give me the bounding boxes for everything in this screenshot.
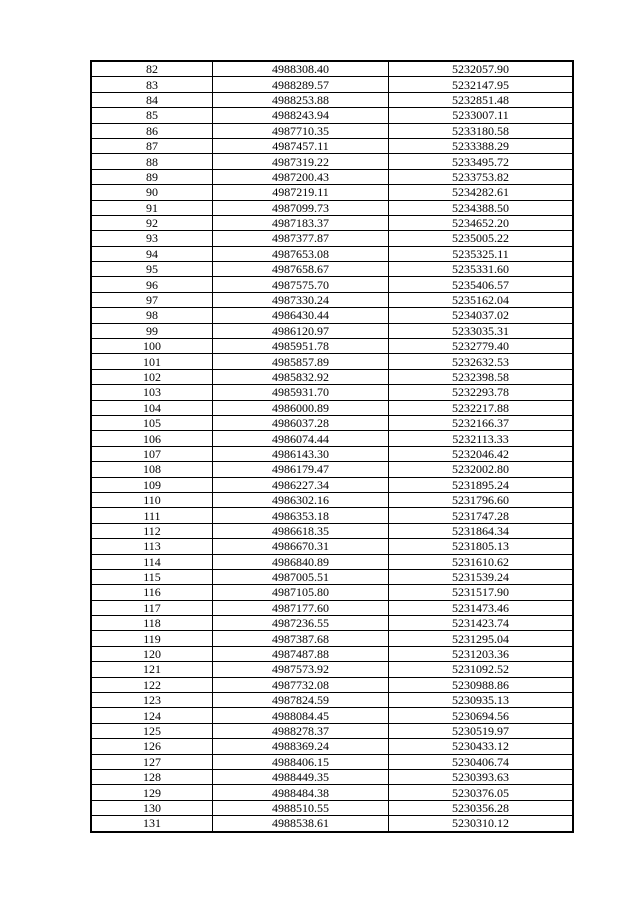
y-coordinate-cell: 5232632.53 xyxy=(389,354,574,369)
y-coordinate-cell: 5232002.80 xyxy=(389,462,574,477)
x-coordinate-cell: 4987330.24 xyxy=(213,292,389,307)
y-coordinate-cell: 5232166.37 xyxy=(389,415,574,430)
x-coordinate-cell: 4988484.38 xyxy=(213,785,389,800)
table-row xyxy=(91,400,573,415)
x-coordinate-cell: 4986074.44 xyxy=(213,431,389,446)
y-coordinate-cell: 5230988.86 xyxy=(389,677,574,692)
table-row xyxy=(91,354,573,369)
y-coordinate-cell: 5231796.60 xyxy=(389,492,574,507)
table-row xyxy=(91,215,573,230)
point-number-cell: 107 xyxy=(91,446,213,461)
y-coordinate-cell: 5234037.02 xyxy=(389,308,574,323)
x-coordinate-cell: 4988369.24 xyxy=(213,739,389,754)
table-row xyxy=(91,708,573,723)
table-row xyxy=(91,569,573,584)
x-coordinate-cell: 4985931.70 xyxy=(213,385,389,400)
point-number-cell: 94 xyxy=(91,246,213,261)
point-number-cell: 130 xyxy=(91,800,213,815)
x-coordinate-cell: 4988243.94 xyxy=(213,108,389,123)
x-coordinate-cell: 4986618.35 xyxy=(213,523,389,538)
y-coordinate-cell: 5232046.42 xyxy=(389,446,574,461)
x-coordinate-cell: 4987236.55 xyxy=(213,616,389,631)
x-coordinate-cell: 4987653.08 xyxy=(213,246,389,261)
table-row xyxy=(91,723,573,738)
y-coordinate-cell: 5233180.58 xyxy=(389,123,574,138)
point-number-cell: 122 xyxy=(91,677,213,692)
y-coordinate-cell: 5233495.72 xyxy=(389,154,574,169)
table-row xyxy=(91,200,573,215)
x-coordinate-cell: 4988253.88 xyxy=(213,92,389,107)
x-coordinate-cell: 4988406.15 xyxy=(213,754,389,769)
point-number-cell: 120 xyxy=(91,646,213,661)
point-number-cell: 115 xyxy=(91,569,213,584)
table-row xyxy=(91,446,573,461)
table-row xyxy=(91,662,573,677)
x-coordinate-cell: 4986000.89 xyxy=(213,400,389,415)
point-number-cell: 100 xyxy=(91,339,213,354)
table-row xyxy=(91,108,573,123)
y-coordinate-cell: 5234652.20 xyxy=(389,215,574,230)
y-coordinate-cell: 5232147.95 xyxy=(389,77,574,92)
table-row xyxy=(91,677,573,692)
point-number-cell: 131 xyxy=(91,816,213,832)
point-number-cell: 93 xyxy=(91,231,213,246)
point-number-cell: 101 xyxy=(91,354,213,369)
y-coordinate-cell: 5232779.40 xyxy=(389,339,574,354)
x-coordinate-cell: 4988084.45 xyxy=(213,708,389,723)
point-number-cell: 105 xyxy=(91,415,213,430)
table-row xyxy=(91,646,573,661)
y-coordinate-cell: 5232057.90 xyxy=(389,61,574,77)
x-coordinate-cell: 4987319.22 xyxy=(213,154,389,169)
table-row xyxy=(91,415,573,430)
y-coordinate-cell: 5231864.34 xyxy=(389,523,574,538)
x-coordinate-cell: 4986353.18 xyxy=(213,508,389,523)
y-coordinate-cell: 5235406.57 xyxy=(389,277,574,292)
x-coordinate-cell: 4987099.73 xyxy=(213,200,389,215)
y-coordinate-cell: 5230519.97 xyxy=(389,723,574,738)
point-number-cell: 98 xyxy=(91,308,213,323)
table-row xyxy=(91,431,573,446)
x-coordinate-cell: 4985951.78 xyxy=(213,339,389,354)
point-number-cell: 97 xyxy=(91,292,213,307)
x-coordinate-cell: 4987732.08 xyxy=(213,677,389,692)
table-row xyxy=(91,231,573,246)
y-coordinate-cell: 5235005.22 xyxy=(389,231,574,246)
table-row xyxy=(91,369,573,384)
y-coordinate-cell: 5230694.56 xyxy=(389,708,574,723)
x-coordinate-cell: 4986120.97 xyxy=(213,323,389,338)
table-row xyxy=(91,477,573,492)
point-number-cell: 125 xyxy=(91,723,213,738)
y-coordinate-cell: 5231610.62 xyxy=(389,554,574,569)
table-row xyxy=(91,816,573,832)
coordinates-table-body xyxy=(91,61,573,832)
point-number-cell: 85 xyxy=(91,108,213,123)
y-coordinate-cell: 5235162.04 xyxy=(389,292,574,307)
x-coordinate-cell: 4988538.61 xyxy=(213,816,389,832)
y-coordinate-cell: 5231295.04 xyxy=(389,631,574,646)
x-coordinate-cell: 4986037.28 xyxy=(213,415,389,430)
table-row xyxy=(91,492,573,507)
point-number-cell: 86 xyxy=(91,123,213,138)
table-row xyxy=(91,585,573,600)
table-row xyxy=(91,693,573,708)
y-coordinate-cell: 5233035.31 xyxy=(389,323,574,338)
table-row xyxy=(91,385,573,400)
x-coordinate-cell: 4988278.37 xyxy=(213,723,389,738)
y-coordinate-cell: 5233753.82 xyxy=(389,169,574,184)
table-row xyxy=(91,539,573,554)
y-coordinate-cell: 5232293.78 xyxy=(389,385,574,400)
point-number-cell: 109 xyxy=(91,477,213,492)
table-row xyxy=(91,138,573,153)
x-coordinate-cell: 4987005.51 xyxy=(213,569,389,584)
x-coordinate-cell: 4987575.70 xyxy=(213,277,389,292)
x-coordinate-cell: 4987219.11 xyxy=(213,185,389,200)
y-coordinate-cell: 5234388.50 xyxy=(389,200,574,215)
point-number-cell: 114 xyxy=(91,554,213,569)
table-row xyxy=(91,523,573,538)
x-coordinate-cell: 4986143.30 xyxy=(213,446,389,461)
point-number-cell: 113 xyxy=(91,539,213,554)
point-number-cell: 104 xyxy=(91,400,213,415)
x-coordinate-cell: 4988289.57 xyxy=(213,77,389,92)
point-number-cell: 108 xyxy=(91,462,213,477)
point-number-cell: 89 xyxy=(91,169,213,184)
point-number-cell: 82 xyxy=(91,61,213,77)
y-coordinate-cell: 5230376.05 xyxy=(389,785,574,800)
x-coordinate-cell: 4987710.35 xyxy=(213,123,389,138)
point-number-cell: 117 xyxy=(91,600,213,615)
y-coordinate-cell: 5230393.63 xyxy=(389,769,574,784)
y-coordinate-cell: 5232113.33 xyxy=(389,431,574,446)
table-row xyxy=(91,616,573,631)
point-number-cell: 96 xyxy=(91,277,213,292)
point-number-cell: 127 xyxy=(91,754,213,769)
point-number-cell: 99 xyxy=(91,323,213,338)
point-number-cell: 91 xyxy=(91,200,213,215)
x-coordinate-cell: 4986227.34 xyxy=(213,477,389,492)
point-number-cell: 92 xyxy=(91,215,213,230)
coordinates-table xyxy=(90,60,574,833)
table-row xyxy=(91,169,573,184)
table-row xyxy=(91,246,573,261)
point-number-cell: 121 xyxy=(91,662,213,677)
y-coordinate-cell: 5231517.90 xyxy=(389,585,574,600)
x-coordinate-cell: 4985857.89 xyxy=(213,354,389,369)
point-number-cell: 87 xyxy=(91,138,213,153)
x-coordinate-cell: 4987824.59 xyxy=(213,693,389,708)
x-coordinate-cell: 4986430.44 xyxy=(213,308,389,323)
y-coordinate-cell: 5234282.61 xyxy=(389,185,574,200)
table-row xyxy=(91,600,573,615)
table-row xyxy=(91,339,573,354)
point-number-cell: 110 xyxy=(91,492,213,507)
x-coordinate-cell: 4987457.11 xyxy=(213,138,389,153)
x-coordinate-cell: 4986670.31 xyxy=(213,539,389,554)
x-coordinate-cell: 4988510.55 xyxy=(213,800,389,815)
table-row xyxy=(91,631,573,646)
x-coordinate-cell: 4985832.92 xyxy=(213,369,389,384)
point-number-cell: 83 xyxy=(91,77,213,92)
point-number-cell: 102 xyxy=(91,369,213,384)
table-row xyxy=(91,323,573,338)
table-row xyxy=(91,769,573,784)
y-coordinate-cell: 5231805.13 xyxy=(389,539,574,554)
y-coordinate-cell: 5231895.24 xyxy=(389,477,574,492)
y-coordinate-cell: 5231747.28 xyxy=(389,508,574,523)
y-coordinate-cell: 5231539.24 xyxy=(389,569,574,584)
x-coordinate-cell: 4987183.37 xyxy=(213,215,389,230)
point-number-cell: 88 xyxy=(91,154,213,169)
table-row xyxy=(91,554,573,569)
table-row xyxy=(91,508,573,523)
point-number-cell: 106 xyxy=(91,431,213,446)
x-coordinate-cell: 4987387.68 xyxy=(213,631,389,646)
x-coordinate-cell: 4986302.16 xyxy=(213,492,389,507)
table-row xyxy=(91,462,573,477)
table-row xyxy=(91,262,573,277)
y-coordinate-cell: 5231203.36 xyxy=(389,646,574,661)
y-coordinate-cell: 5231092.52 xyxy=(389,662,574,677)
y-coordinate-cell: 5231473.46 xyxy=(389,600,574,615)
point-number-cell: 128 xyxy=(91,769,213,784)
y-coordinate-cell: 5230406.74 xyxy=(389,754,574,769)
point-number-cell: 90 xyxy=(91,185,213,200)
table-row xyxy=(91,785,573,800)
x-coordinate-cell: 4987200.43 xyxy=(213,169,389,184)
y-coordinate-cell: 5230935.13 xyxy=(389,693,574,708)
x-coordinate-cell: 4988308.40 xyxy=(213,61,389,77)
y-coordinate-cell: 5233007.11 xyxy=(389,108,574,123)
x-coordinate-cell: 4987177.60 xyxy=(213,600,389,615)
point-number-cell: 129 xyxy=(91,785,213,800)
point-number-cell: 119 xyxy=(91,631,213,646)
y-coordinate-cell: 5230433.12 xyxy=(389,739,574,754)
table-row xyxy=(91,800,573,815)
point-number-cell: 118 xyxy=(91,616,213,631)
y-coordinate-cell: 5232398.58 xyxy=(389,369,574,384)
table-row xyxy=(91,308,573,323)
point-number-cell: 112 xyxy=(91,523,213,538)
x-coordinate-cell: 4986179.47 xyxy=(213,462,389,477)
point-number-cell: 95 xyxy=(91,262,213,277)
x-coordinate-cell: 4986840.89 xyxy=(213,554,389,569)
table-row xyxy=(91,292,573,307)
x-coordinate-cell: 4987377.87 xyxy=(213,231,389,246)
table-row xyxy=(91,754,573,769)
point-number-cell: 84 xyxy=(91,92,213,107)
point-number-cell: 103 xyxy=(91,385,213,400)
table-row xyxy=(91,123,573,138)
x-coordinate-cell: 4987658.67 xyxy=(213,262,389,277)
table-row xyxy=(91,61,573,77)
table-row xyxy=(91,739,573,754)
y-coordinate-cell: 5233388.29 xyxy=(389,138,574,153)
table-row xyxy=(91,154,573,169)
table-row xyxy=(91,92,573,107)
y-coordinate-cell: 5231423.74 xyxy=(389,616,574,631)
y-coordinate-cell: 5230356.28 xyxy=(389,800,574,815)
y-coordinate-cell: 5232851.48 xyxy=(389,92,574,107)
y-coordinate-cell: 5230310.12 xyxy=(389,816,574,832)
table-row xyxy=(91,77,573,92)
table-row xyxy=(91,185,573,200)
y-coordinate-cell: 5235325.11 xyxy=(389,246,574,261)
point-number-cell: 116 xyxy=(91,585,213,600)
point-number-cell: 126 xyxy=(91,739,213,754)
x-coordinate-cell: 4987573.92 xyxy=(213,662,389,677)
table-row xyxy=(91,277,573,292)
point-number-cell: 124 xyxy=(91,708,213,723)
y-coordinate-cell: 5235331.60 xyxy=(389,262,574,277)
x-coordinate-cell: 4987105.80 xyxy=(213,585,389,600)
point-number-cell: 111 xyxy=(91,508,213,523)
x-coordinate-cell: 4987487.88 xyxy=(213,646,389,661)
x-coordinate-cell: 4988449.35 xyxy=(213,769,389,784)
y-coordinate-cell: 5232217.88 xyxy=(389,400,574,415)
point-number-cell: 123 xyxy=(91,693,213,708)
